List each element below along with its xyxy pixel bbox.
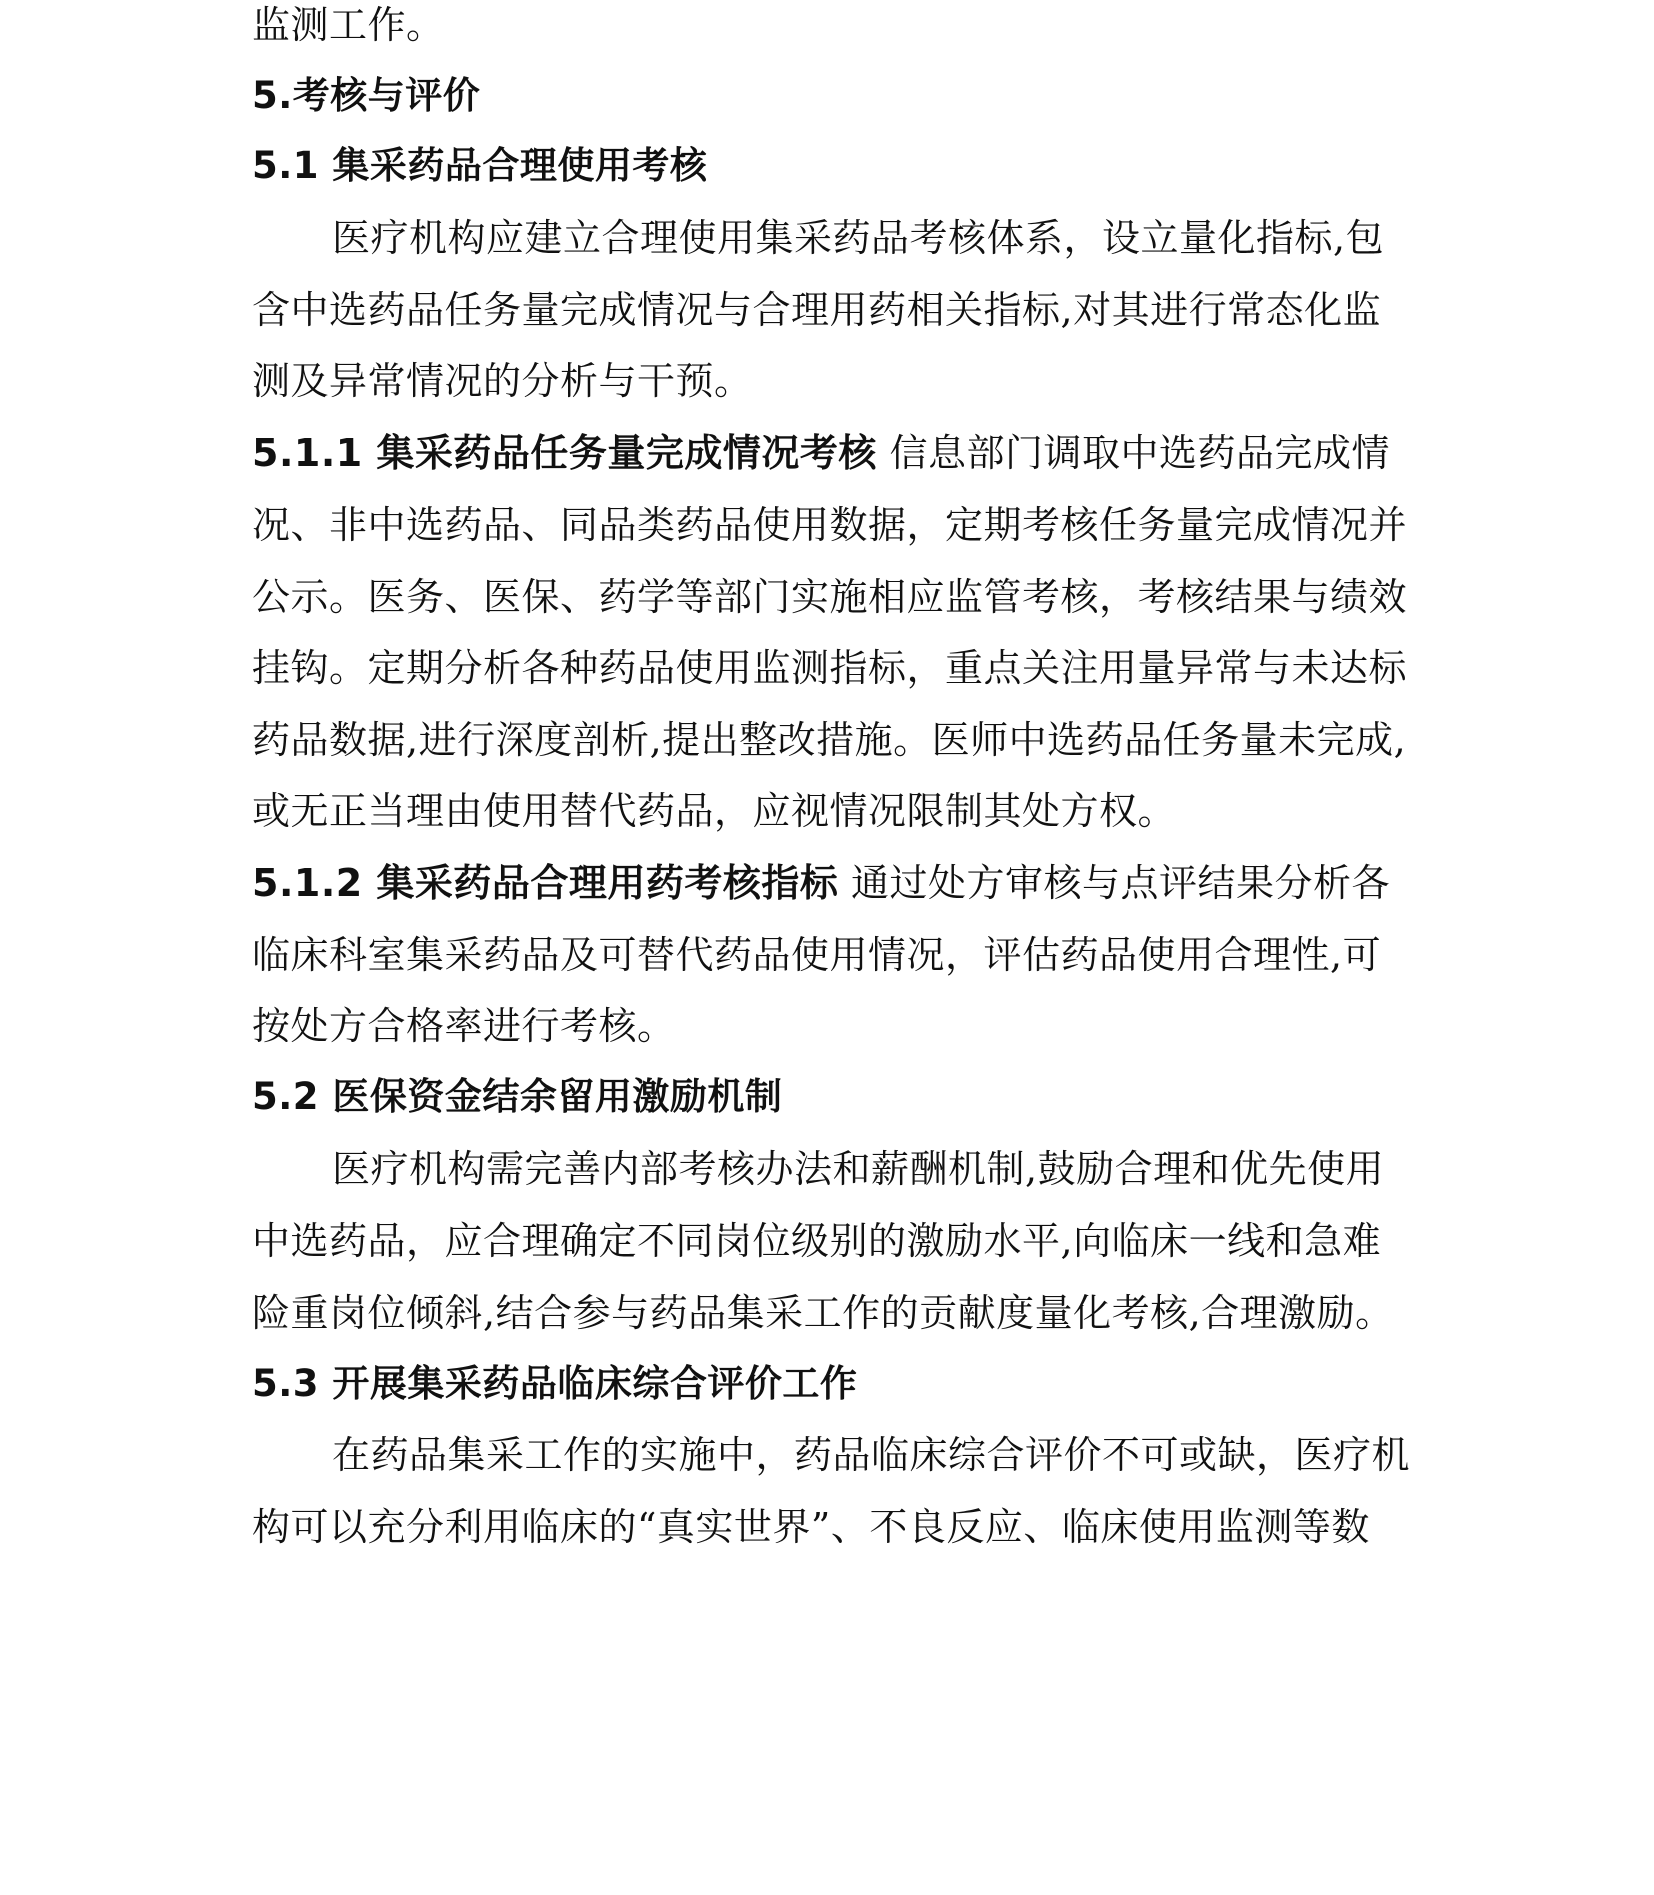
text-line-continuation: 监测工作。: [252, 3, 445, 47]
paragraph-line: 在药品集采工作的实施中，药品临床综合评价不可或缺，医疗机: [332, 1433, 1411, 1477]
paragraph-line: 医疗机构应建立合理使用集采药品考核体系，设立量化指标,包: [332, 216, 1385, 260]
subsection-heading-5-1-1: 5.1.1 集采药品任务量完成情况考核: [252, 431, 877, 475]
paragraph-line: 临床科室集采药品及可替代药品使用情况，评估药品使用合理性,可: [252, 933, 1382, 977]
paragraph-line: 公示。医务、医保、药学等部门实施相应监管考核，考核结果与绩效: [252, 575, 1408, 619]
subsection-5-1-2-line: [252, 858, 1390, 908]
paragraph-line: 含中选药品任务量完成情况与合理用药相关指标,对其进行常态化监: [252, 288, 1382, 332]
paragraph-line: 医疗机构需完善内部考核办法和薪酬机制,鼓励合理和优先使用: [332, 1147, 1385, 1191]
subsection-heading-5-2: 5.2 医保资金结余留用激励机制: [252, 1075, 783, 1118]
paragraph-line: 药品数据,进行深度剖析,提出整改措施。医师中选药品任务量未完成,: [252, 718, 1407, 762]
section-heading-5: 5.考核与评价: [252, 74, 481, 117]
paragraph-line: 或无正当理由使用替代药品，应视情况限制其处方权。: [252, 789, 1177, 833]
subsection-5-1-1-line: [252, 428, 1390, 478]
paragraph-line: 况、非中选药品、同品类药品使用数据，定期考核任务量完成情况并: [252, 503, 1408, 547]
paragraph-line: 按处方合格率进行考核。: [252, 1004, 676, 1048]
paragraph-line: 险重岗位倾斜,结合参与药品集采工作的贡献度量化考核,合理激励。: [252, 1291, 1394, 1335]
paragraph-text: 信息部门调取中选药品完成情: [876, 431, 1391, 475]
subsection-heading-5-1-2: 5.1.2 集采药品合理用药考核指标: [252, 861, 839, 905]
subsection-heading-5-1: 5.1 集采药品合理使用考核: [252, 144, 708, 187]
paragraph-text: 通过处方审核与点评结果分析各: [838, 861, 1391, 905]
paragraph-line: 构可以充分利用临床的“真实世界”、不良反应、临床使用监测等数: [252, 1505, 1370, 1549]
subsection-heading-5-3: 5.3 开展集采药品临床综合评价工作: [252, 1362, 858, 1405]
paragraph-line: 挂钩。定期分析各种药品使用监测指标，重点关注用量异常与未达标: [252, 646, 1408, 690]
paragraph-line: 测及异常情况的分析与干预。: [252, 359, 753, 403]
paragraph-line: 中选药品，应合理确定不同岗位级别的激励水平,向临床一线和急难: [252, 1219, 1382, 1263]
